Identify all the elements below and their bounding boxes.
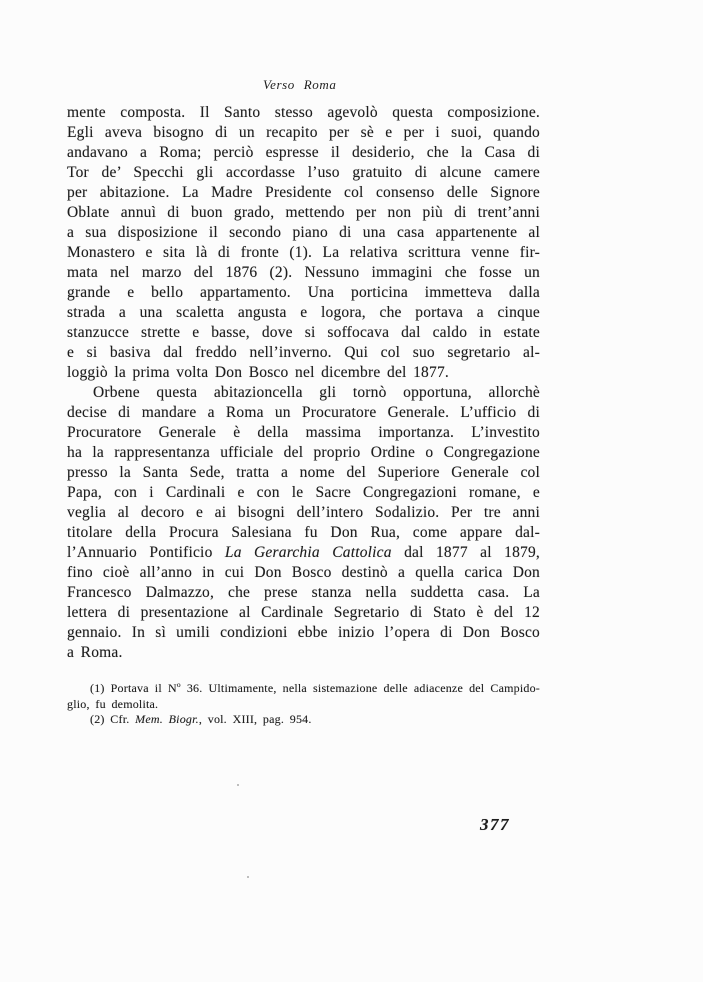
text-segment: strada a una scaletta angusta e logora, che portava a cinque xyxy=(67,304,540,321)
body-line xyxy=(67,643,540,663)
text-segment: Mem. Biogr. xyxy=(135,712,199,727)
running-header: Verso Roma xyxy=(263,77,337,92)
body-line xyxy=(67,523,540,543)
text-segment: , vol. XIII, pag. 954. xyxy=(198,712,312,727)
body-line xyxy=(67,423,540,443)
body-line xyxy=(67,283,540,303)
text-segment: Papa, con i Cardinali e con le Sacre Congregazioni romane, e xyxy=(67,484,540,501)
scan-speck xyxy=(237,784,239,786)
text-segment: mente composta. Il Santo stesso agevolò questa composizione. xyxy=(67,104,540,121)
body-line xyxy=(67,483,540,503)
text-segment: a sua disposizione il secondo piano di una casa appartenente al xyxy=(67,224,540,241)
body-line xyxy=(67,363,540,383)
text-segment: gennaio. In sì umili condizioni ebbe inizio l’opera di Don Bosco xyxy=(67,624,540,641)
text-segment: glio, fu demolita. xyxy=(67,696,159,711)
body-line xyxy=(67,563,540,583)
body-line xyxy=(67,623,540,643)
body-line xyxy=(67,223,540,243)
page-number: 377 xyxy=(480,815,510,834)
body-line xyxy=(67,383,540,403)
text-segment: 36. Ultimamente, nella sistemazione delle adiacenze del Campido- xyxy=(180,681,540,695)
body-line xyxy=(67,123,540,143)
body-line xyxy=(67,603,540,623)
text-segment: veglia al decoro e ai bisogni dell’intero Sodalizio. Per tre anni xyxy=(67,504,540,521)
text-segment: Tor de’ Specchi gli accordasse l’uso gratuito di alcune camere xyxy=(67,164,540,181)
body-line xyxy=(67,263,540,283)
text-segment: Procuratore Generale è della massima importanza. L’investito xyxy=(67,424,540,441)
text-segment: (1) Portava il N xyxy=(90,681,177,695)
text-segment: La Gerarchia Cattolica xyxy=(224,544,392,561)
body-line xyxy=(67,143,540,163)
body-line xyxy=(67,343,540,363)
text-segment: dal 1877 al 1879, xyxy=(391,544,540,561)
text-segment: stanzucce strette e basse, dove si soffocava dal caldo in estate xyxy=(67,324,540,341)
text-segment: Oblate annuì di buon grado, mettendo per non più di trent’anni xyxy=(67,204,540,221)
text-segment: ha la rappresentanza ufficiale del proprio Ordine o Congregazione xyxy=(67,444,540,461)
body-line xyxy=(67,463,540,483)
body-line xyxy=(67,303,540,323)
footnote-line xyxy=(67,681,540,697)
body-line xyxy=(67,543,540,563)
footnote-line xyxy=(67,712,540,728)
text-segment: andavano a Roma; perciò espresse il desiderio, che la Casa di xyxy=(67,144,540,161)
body-line xyxy=(67,403,540,423)
text-segment: a Roma. xyxy=(67,644,123,661)
text-segment: loggiò la prima volta Don Bosco nel dicembre del 1877. xyxy=(67,364,449,381)
body-line xyxy=(67,183,540,203)
text-segment: presso la Santa Sede, tratta a nome del Superiore Generale col xyxy=(67,464,540,481)
text-segment: per abitazione. La Madre Presidente col consenso delle Signore xyxy=(67,184,540,201)
text-segment: fino cioè all’anno in cui Don Bosco destinò a quella carica Don xyxy=(67,564,540,581)
text-segment: l’Annuario Pontificio xyxy=(67,544,225,561)
body-line xyxy=(67,323,540,343)
text-segment: Orbene questa abitazioncella gli tornò opportuna, allorchè xyxy=(93,384,540,401)
text-segment: Francesco Dalmazzo, che prese stanza nella suddetta casa. La xyxy=(67,584,540,601)
text-segment: e si basiva dal freddo nell’inverno. Qui col suo segretario al- xyxy=(67,344,540,361)
text-segment: (2) Cfr. xyxy=(90,712,136,727)
body-line xyxy=(67,503,540,523)
body-line xyxy=(67,103,540,123)
body-line xyxy=(67,163,540,183)
text-segment: decise di mandare a Roma un Procuratore Generale. L’ufficio di xyxy=(67,404,540,421)
body-text xyxy=(67,103,540,663)
scan-speck xyxy=(247,876,249,878)
footnote-line xyxy=(67,697,540,713)
body-line xyxy=(67,203,540,223)
body-line xyxy=(67,243,540,263)
body-line xyxy=(67,443,540,463)
text-segment: lettera di presentazione al Cardinale Segretario di Stato è del 12 xyxy=(67,604,540,621)
text-segment: mata nel marzo del 1876 (2). Nessuno immagini che fosse un xyxy=(67,264,540,281)
text-segment: Monastero e sita là di fronte (1). La relativa scrittura venne fir- xyxy=(67,244,540,261)
footnotes xyxy=(67,681,540,728)
text-segment: titolare della Procura Salesiana fu Don Rua, come appare dal- xyxy=(67,524,540,541)
text-segment: grande e bello appartamento. Una porticina immetteva dalla xyxy=(67,284,540,301)
text-segment: Egli aveva bisogno di un recapito per sè e per i suoi, quando xyxy=(67,124,540,141)
text-segment: o xyxy=(176,680,181,689)
body-line xyxy=(67,583,540,603)
